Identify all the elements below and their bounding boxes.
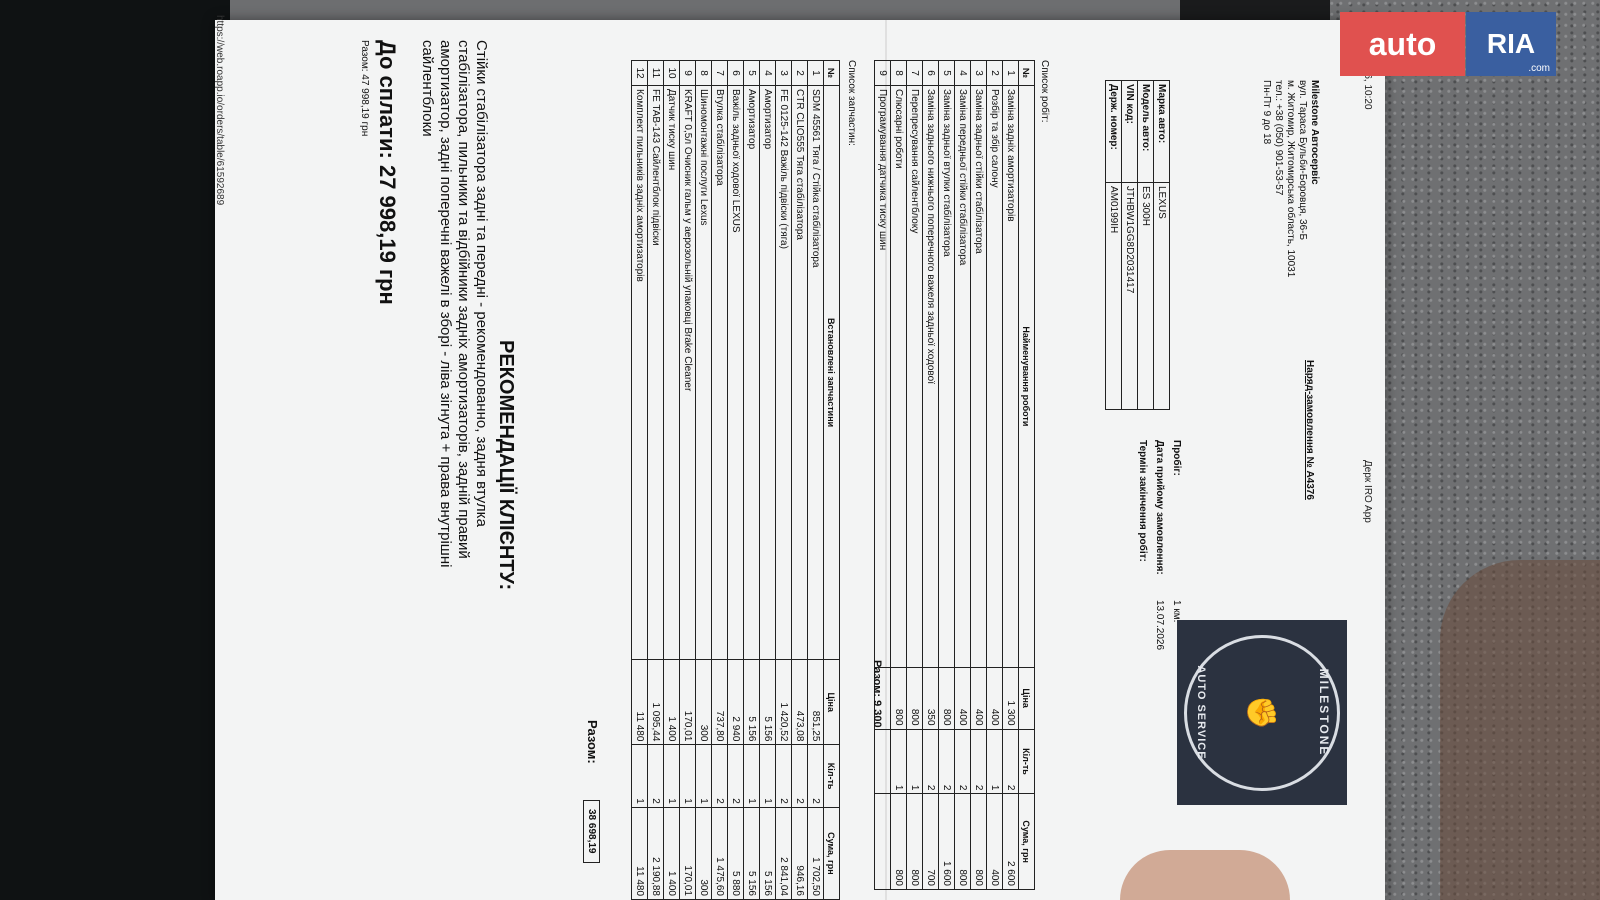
works-cell: 700	[923, 794, 939, 890]
car-value: JTHBW1GG8D2031417	[1122, 183, 1138, 410]
parts-cell: 1 420,52	[776, 660, 792, 745]
parts-cell: 5 156	[760, 660, 776, 745]
works-col-header: Сума, грн	[1019, 794, 1035, 890]
parts-sum-label: Разом:	[585, 720, 600, 764]
car-label: Модель авто:	[1138, 81, 1154, 183]
works-cell: 6	[923, 61, 939, 86]
works-cell: 1	[891, 729, 907, 794]
parts-row	[792, 61, 808, 900]
parts-cell: 11 480	[632, 807, 648, 899]
parts-cell: 2	[776, 745, 792, 807]
works-cell: Заміна задньої стійки стабілізатора	[971, 86, 987, 668]
car-row	[1154, 81, 1170, 410]
works-cell: 1 300	[1003, 667, 1019, 729]
meta-value: 13.07.2026	[1154, 600, 1165, 651]
logo-bottom-text: AUTO SERVICE	[1195, 665, 1207, 760]
parts-cell: 5 156	[744, 660, 760, 745]
company-info	[1260, 80, 1320, 277]
works-row	[971, 61, 987, 890]
parts-cell: 1 475,60	[712, 807, 728, 899]
car-label: VIN код:	[1122, 81, 1138, 183]
recommendations-title: РЕКОМЕНДАЦІЇ КЛІЄНТУ:	[495, 340, 517, 591]
works-cell: 7	[907, 61, 923, 86]
meta-row	[1151, 440, 1168, 650]
parts-cell: Датчик тиску шин	[664, 86, 680, 660]
works-cell: 2	[923, 729, 939, 794]
works-cell: Розбір та збір салону	[987, 86, 1003, 668]
parts-cell: 946,16	[792, 807, 808, 899]
parts-cell: Важіль задньої ходової LEXUS	[728, 86, 744, 660]
company-phone: тел.: +38 (050) 901-53-57	[1273, 80, 1284, 196]
parts-cell: 473,08	[792, 660, 808, 745]
company-hours: Пн-Пт 9 до 18	[1261, 80, 1272, 145]
parts-cell: 300	[696, 660, 712, 745]
parts-cell: 2	[808, 745, 824, 807]
parts-row	[696, 61, 712, 900]
ria-com-text: .com	[1528, 63, 1550, 74]
parts-cell: 5 156	[760, 807, 776, 899]
works-cell: 1	[1003, 61, 1019, 86]
works-row	[1003, 61, 1019, 890]
works-cell	[875, 729, 891, 794]
parts-cell: Шиномонтажні послуги Lexus	[696, 86, 712, 660]
works-cell: Заміна заднього нижнього поперечного важеля задньої ходової	[923, 86, 939, 668]
car-value: AM0199IH	[1106, 183, 1122, 410]
parts-cell: FE 0125-142 Важіль підвіски (тяга)	[776, 86, 792, 660]
ria-watermark	[1466, 12, 1556, 76]
parts-cell: 10	[664, 61, 680, 86]
works-cell: Програмування датчика тиску шин	[875, 86, 891, 668]
car-value: ES 300H	[1138, 183, 1154, 410]
parts-cell: 9	[680, 61, 696, 86]
parts-cell: 1	[744, 745, 760, 807]
parts-cell: 2	[792, 745, 808, 807]
parts-col-header: №	[824, 61, 840, 86]
parts-row	[680, 61, 696, 900]
works-cell: 800	[939, 667, 955, 729]
works-cell: 5	[939, 61, 955, 86]
works-cell: Заміна задньої втулки стабілізатора	[939, 86, 955, 668]
parts-cell: 1 400	[664, 660, 680, 745]
works-cell: 800	[907, 667, 923, 729]
parts-cell: 5	[744, 61, 760, 86]
works-sum-value: 9 300	[871, 700, 883, 728]
works-cell: 8	[891, 61, 907, 86]
car-value: LEXUS	[1154, 183, 1170, 410]
works-cell: 400	[955, 667, 971, 729]
car-row	[1138, 81, 1154, 410]
meta-label: Термін закінчення робіт:	[1137, 440, 1148, 562]
parts-cell: CTR CLIO555 Тяга стабілізатора	[792, 86, 808, 660]
parts-cell: 1 702,50	[808, 807, 824, 899]
meta-row	[1134, 440, 1151, 650]
dark-background	[0, 0, 230, 900]
amount-due: До сплати: 27 998,19 грн	[375, 40, 400, 305]
works-cell	[875, 794, 891, 890]
milestone-logo	[1177, 620, 1347, 805]
works-cell: 2	[1003, 729, 1019, 794]
order-url: https://web.roapp.io/orders/table/61592689	[214, 15, 225, 206]
parts-cell: 2	[792, 61, 808, 86]
company-city: м. Житомир, Житомирська область, 10031	[1285, 80, 1296, 278]
meta-row	[1168, 440, 1185, 650]
works-row	[923, 61, 939, 890]
work-order-paper	[214, 15, 1385, 900]
meta-label: Дата прийому замовлення:	[1154, 440, 1165, 575]
works-cell: 2	[955, 729, 971, 794]
parts-cell: 2	[712, 745, 728, 807]
works-cell: 2	[987, 61, 1003, 86]
works-cell: 800	[907, 794, 923, 890]
company-name: Milestone Автосервіс	[1309, 80, 1320, 185]
works-col-header: Найменування роботи	[1019, 86, 1035, 668]
parts-cell: 2	[648, 745, 664, 807]
parts-cell: 2 841,04	[776, 807, 792, 899]
works-cell: 2 600	[1003, 794, 1019, 890]
logo-ring	[1184, 635, 1340, 791]
piston-fist-icon: ✊	[1246, 695, 1278, 730]
parts-cell: 3	[776, 61, 792, 86]
parts-col-header: Встановлені запчастини	[824, 86, 840, 660]
parts-cell: 5 156	[744, 807, 760, 899]
parts-cell: 1	[680, 745, 696, 807]
car-row	[1122, 81, 1138, 410]
grand-total: Разом: 47 998,19 грн	[359, 40, 370, 137]
parts-cell: 1	[664, 745, 680, 807]
works-cell: 800	[891, 667, 907, 729]
parts-section-title: Список запчастин:	[846, 60, 857, 146]
parts-cell: 2	[728, 745, 744, 807]
meta-label: Пробіг:	[1171, 440, 1182, 476]
parts-cell: 11 480	[632, 660, 648, 745]
car-info-table	[1105, 80, 1170, 410]
meta-value: 1 км.	[1171, 600, 1182, 623]
car-label: Держ. номер:	[1106, 81, 1122, 183]
parts-row	[744, 61, 760, 900]
parts-row	[648, 61, 664, 900]
works-col-header: Ціна	[1019, 667, 1035, 729]
parts-row	[632, 61, 648, 900]
parts-cell: 300	[696, 807, 712, 899]
parts-table	[631, 60, 840, 900]
order-meta	[1134, 440, 1185, 650]
parts-cell: 1	[696, 745, 712, 807]
parts-cell: 1 095,44	[648, 660, 664, 745]
works-cell: 800	[955, 794, 971, 890]
recommendations-text: Стійки стабілізатора задні та передні - рекомендованно, задня втулка стабілізатора, пильники та відбійники задніх амортизаторів, задній правий амортизатор, задні поперечні важелі в зборі - ліва зігнута + права внутрішні сайлентблоки	[419, 40, 490, 568]
works-sum-label: Разом:	[871, 660, 883, 698]
parts-row	[808, 61, 824, 900]
ria-text: RIA	[1486, 28, 1536, 59]
works-cell: 1	[907, 729, 923, 794]
works-row	[987, 61, 1003, 890]
works-cell: 1	[987, 729, 1003, 794]
works-cell: Заміна задніх амортизаторів	[1003, 86, 1019, 668]
parts-cell: 1	[808, 61, 824, 86]
works-cell: 9	[875, 61, 891, 86]
works-cell: Перепресування сайлентблоку	[907, 86, 923, 668]
works-cell: 4	[955, 61, 971, 86]
hand-thumb	[1120, 850, 1290, 900]
hand-shadow	[1440, 560, 1600, 900]
car-label: Марка авто:	[1154, 81, 1170, 183]
parts-cell: 11	[648, 61, 664, 86]
parts-cell: 1	[760, 745, 776, 807]
print-app-name: Дерк IRO App	[1362, 460, 1373, 523]
works-header-row	[1019, 61, 1035, 890]
parts-cell: 5 880	[728, 807, 744, 899]
parts-col-header: Кіл-ть	[824, 745, 840, 807]
company-address: вул. Тараса Бульби-Боровця, 36-Б	[1297, 80, 1308, 241]
parts-row	[776, 61, 792, 900]
parts-cell: 12	[632, 61, 648, 86]
car-row	[1106, 81, 1122, 410]
works-row	[875, 61, 891, 890]
works-cell: 3	[971, 61, 987, 86]
parts-cell: 170,01	[680, 660, 696, 745]
parts-header-row	[824, 61, 840, 900]
parts-row	[728, 61, 744, 900]
parts-cell: Амортизатор	[744, 86, 760, 660]
parts-cell: 2 190,88	[648, 807, 664, 899]
parts-cell: 1 400	[664, 807, 680, 899]
works-table	[874, 60, 1035, 890]
parts-cell: Втулка стабілізатора	[712, 86, 728, 660]
parts-cell: Амортизатор	[760, 86, 776, 660]
parts-row	[664, 61, 680, 900]
parts-col-header: Ціна	[824, 660, 840, 745]
parts-cell: 7	[712, 61, 728, 86]
works-cell: 400	[987, 794, 1003, 890]
works-cell: Заміна передньої стійки стабілізатора	[955, 86, 971, 668]
works-col-header: №	[1019, 61, 1035, 86]
works-cell: 2	[971, 729, 987, 794]
order-title: Наряд-замовлення № A4376	[1304, 360, 1315, 500]
parts-cell: Комплект пильників задніх амортизаторів	[632, 86, 648, 660]
parts-cell: 8	[696, 61, 712, 86]
parts-cell: 6	[728, 61, 744, 86]
works-section-title: Список робіт:	[1039, 60, 1050, 123]
parts-cell: FE TAB-143 Сайлентблок підвіски	[648, 86, 664, 660]
works-cell: 2	[939, 729, 955, 794]
parts-cell: 4	[760, 61, 776, 86]
works-row	[907, 61, 923, 890]
works-row	[939, 61, 955, 890]
works-cell: 400	[987, 667, 1003, 729]
parts-sum-value: 38 698,19	[583, 800, 600, 863]
parts-cell: 737,80	[712, 660, 728, 745]
works-sum	[871, 660, 883, 728]
parts-cell: 1	[632, 745, 648, 807]
auto-watermark: auto	[1340, 12, 1465, 76]
parts-cell: 2 940	[728, 660, 744, 745]
parts-row	[712, 61, 728, 900]
parts-cell: 851,25	[808, 660, 824, 745]
logo-top-text: MILESTONE	[1317, 668, 1331, 757]
works-cell: 800	[891, 794, 907, 890]
parts-row	[760, 61, 776, 900]
works-row	[891, 61, 907, 890]
works-cell: Слюсарні роботи	[891, 86, 907, 668]
works-row	[955, 61, 971, 890]
parts-col-header: Сума, грн	[824, 807, 840, 899]
works-cell: 350	[923, 667, 939, 729]
works-cell: 400	[971, 667, 987, 729]
parts-cell: 170,01	[680, 807, 696, 899]
parts-cell: KRAFT 0,5л Очисник гальм у аерозольній упаковці Brake Cleaner	[680, 86, 696, 660]
parts-cell: SDM 45561 Тяга / Стійка стабілізатора	[808, 86, 824, 660]
works-cell: 1 600	[939, 794, 955, 890]
works-cell: 800	[971, 794, 987, 890]
works-col-header: Кіл-ть	[1019, 729, 1035, 794]
